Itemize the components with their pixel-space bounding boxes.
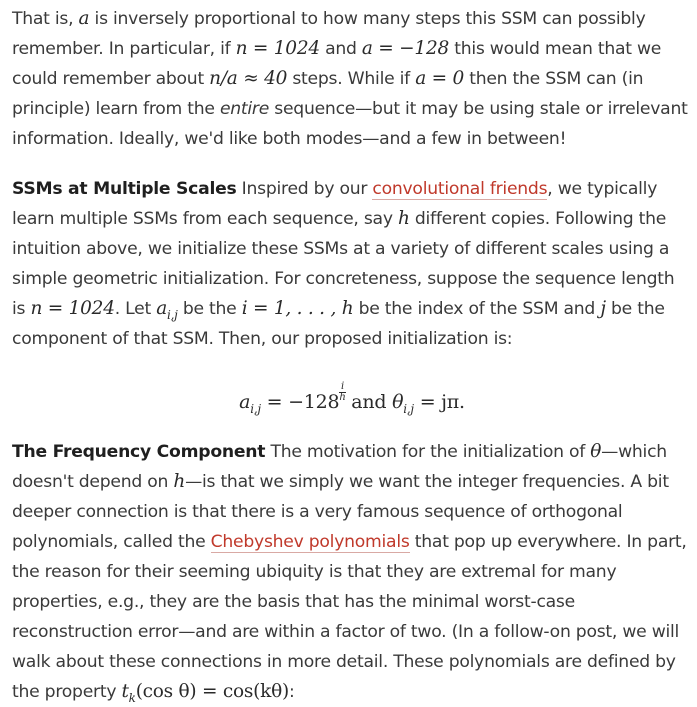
math-subscript: i,j	[250, 402, 261, 416]
math-rhs: = −128	[260, 391, 340, 413]
math-rhs: = jπ.	[413, 391, 465, 413]
math-theta: θ	[590, 441, 602, 462]
display-equation-initialization	[12, 382, 692, 417]
text: that pop up everywhere. In part, the reason for their seeming ubiquity is that they are extremal for many properties, e.g., they are the basis that has the minimal worst-case reconstruction error—and are within a factor of two. (In a follow-on post, we will walk about these connections in more detail. These polynomials are defined by the property	[12, 532, 687, 702]
text: —which doesn't depend on	[12, 442, 667, 492]
paragraph-ssm-memory	[12, 4, 692, 154]
math-a: a	[78, 8, 90, 29]
paragraph-multiple-scales	[12, 174, 692, 354]
emphasis-entire: entire	[219, 99, 270, 119]
chebyshev-polynomials-link[interactable]: Chebyshev polynomials	[210, 532, 410, 552]
text: this would mean that we could remember about	[12, 39, 662, 89]
math-j: j	[600, 298, 606, 319]
text: —is that we simply we want the integer frequencies. A bit deeper connection is that there is a very famous sequence of orthogonal polynomials, called the	[12, 472, 669, 552]
text: sequence—but it may be using stale or irrelevant information. Ideally, we'd like both modes—and a few in between!	[12, 99, 688, 149]
text: and	[319, 39, 362, 59]
text: is inversely proportional to how many steps this SSM can possibly remember. In particular, if	[12, 9, 646, 59]
text: different copies. Following the intuition above, we initialize these SSMs at a variety of different scales using a simple geometric initialization. For concreteness, suppose the sequence length is	[12, 209, 675, 319]
math-h: h	[397, 208, 410, 229]
math-t-k	[121, 681, 136, 705]
math-subscript: k	[128, 691, 136, 705]
fraction-denominator: h	[339, 392, 346, 403]
math-chebyshev-identity: (cos θ) = cos(kθ)	[135, 681, 289, 702]
section-heading-multiple-scales: SSMs at Multiple Scales	[12, 179, 237, 199]
math-h: h	[173, 471, 186, 492]
math-var-a: a	[239, 391, 251, 413]
fraction-numerator: i	[340, 381, 344, 392]
text: Inspired by our	[236, 179, 373, 199]
text: then the SSM can (in principle) learn from the	[12, 69, 644, 119]
text: , we typically learn multiple SSMs from each sequence, say	[12, 179, 658, 229]
text: be the component of that SSM. Then, our proposed initialization is:	[12, 299, 665, 349]
math-a-ij	[156, 298, 178, 322]
math-a-equals-minus-128: a = −128	[361, 38, 449, 59]
math-a-equals-0: a = 0	[415, 68, 464, 89]
text: . Let	[114, 299, 157, 319]
text: steps. While if	[287, 69, 416, 89]
math-n-over-a: n/a ≈ 40	[209, 68, 288, 89]
text: be the	[177, 299, 242, 319]
math-and: and	[345, 391, 393, 413]
paragraph-frequency-component	[12, 437, 692, 707]
math-n-equals-1024: n = 1024	[30, 298, 115, 319]
math-var: t	[121, 681, 129, 702]
math-var: a	[156, 298, 167, 319]
math-n-equals-1024: n = 1024	[235, 38, 320, 59]
convolutional-friends-link[interactable]: convolutional friends	[372, 179, 548, 199]
text: be the index of the SSM and	[353, 299, 601, 319]
article-body	[12, 4, 692, 707]
section-heading-frequency-component: The Frequency Component	[12, 442, 266, 462]
math-subscript: i,j	[166, 308, 178, 322]
text: The motivation for the initialization of	[265, 442, 591, 462]
math-subscript: i,j	[403, 402, 414, 416]
text: That is,	[12, 9, 79, 29]
text: :	[288, 682, 295, 702]
math-theta: θ	[392, 391, 404, 413]
math-i-range: i = 1, . . . , h	[241, 298, 354, 319]
